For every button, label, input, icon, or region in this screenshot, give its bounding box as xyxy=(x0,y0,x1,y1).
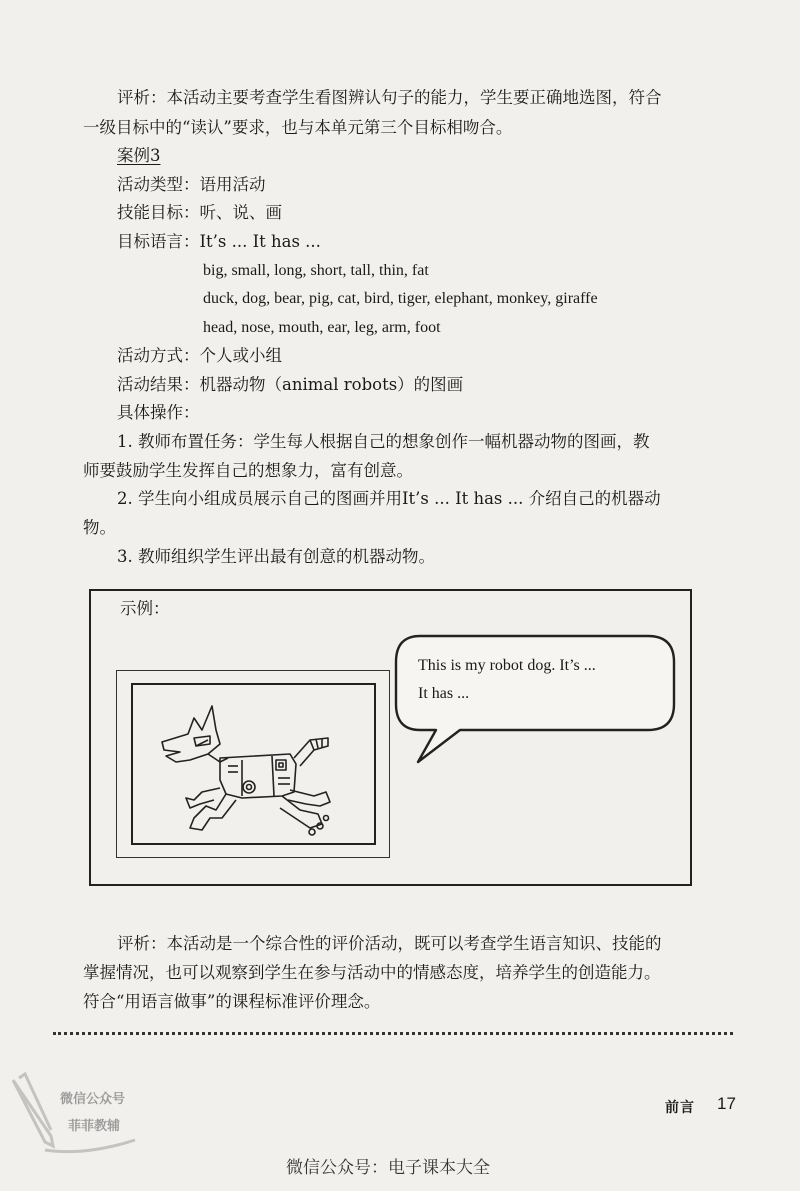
bottom-review-line2: 掌握情况，也可以观察到学生在参与活动中的情感态度，培养学生的创造能力。 xyxy=(83,963,661,982)
procedure-heading: 具体操作： xyxy=(117,403,200,422)
watermark-text-2: 菲菲教辅 xyxy=(68,1119,121,1134)
step1-line1: 1. 教师布置任务：学生每人根据自己的想象创作一幅机器动物的图画，教 xyxy=(117,432,650,451)
activity-type: 活动类型：语用活动 xyxy=(117,175,266,194)
step2-line1: 2. 学生向小组成员展示自己的图画并用It’s ... It has ... 介绍自己的机器动 xyxy=(117,489,661,508)
top-review-line1: 评析：本活动主要考查学生看图辨认句子的能力，学生要正确地选图，符合 xyxy=(117,88,662,107)
bubble-line2: It has ... xyxy=(418,685,470,702)
section-name: 前言 xyxy=(665,1100,695,1116)
bottom-review-line1: 评析：本活动是一个综合性的评价活动，既可以考查学生语言知识、技能的 xyxy=(117,934,662,953)
step3: 3. 教师组织学生评出最有创意的机器动物。 xyxy=(117,547,435,566)
target-language: 目标语言：It’s ... It has ... xyxy=(117,232,321,251)
vocab-adjectives: big, small, long, short, tall, thin, fat xyxy=(203,262,429,279)
dotted-divider xyxy=(53,1032,733,1035)
bubble-line1: This is my robot dog. It’s ... xyxy=(418,657,596,674)
step2-line2: 物。 xyxy=(83,518,116,537)
watermark-text-1: 微信公众号 xyxy=(60,1092,126,1107)
bottom-review-line3: 符合“用语言做事”的课程标准评价理念。 xyxy=(83,992,381,1011)
vocab-body-parts: head, nose, mouth, ear, leg, arm, foot xyxy=(203,319,441,336)
example-label: 示例： xyxy=(120,599,170,618)
activity-mode: 活动方式：个人或小组 xyxy=(117,346,282,365)
vocab-animals: duck, dog, bear, pig, cat, bird, tiger, elephant, monkey, giraffe xyxy=(203,290,598,307)
page-number: 17 xyxy=(717,1094,736,1113)
step1-line2: 师要鼓励学生发挥自己的想象力，富有创意。 xyxy=(83,461,413,480)
activity-result: 活动结果：机器动物（animal robots）的图画 xyxy=(117,375,464,394)
robot-dog-drawing xyxy=(150,700,350,840)
top-review-line2: 一级目标中的“读认”要求，也与本单元第三个目标相吻合。 xyxy=(83,118,513,137)
case-title: 案例3 xyxy=(117,146,161,165)
bottom-caption: 微信公众号：电子课本大全 xyxy=(286,1158,490,1178)
skill-goal: 技能目标：听、说、画 xyxy=(117,203,282,222)
